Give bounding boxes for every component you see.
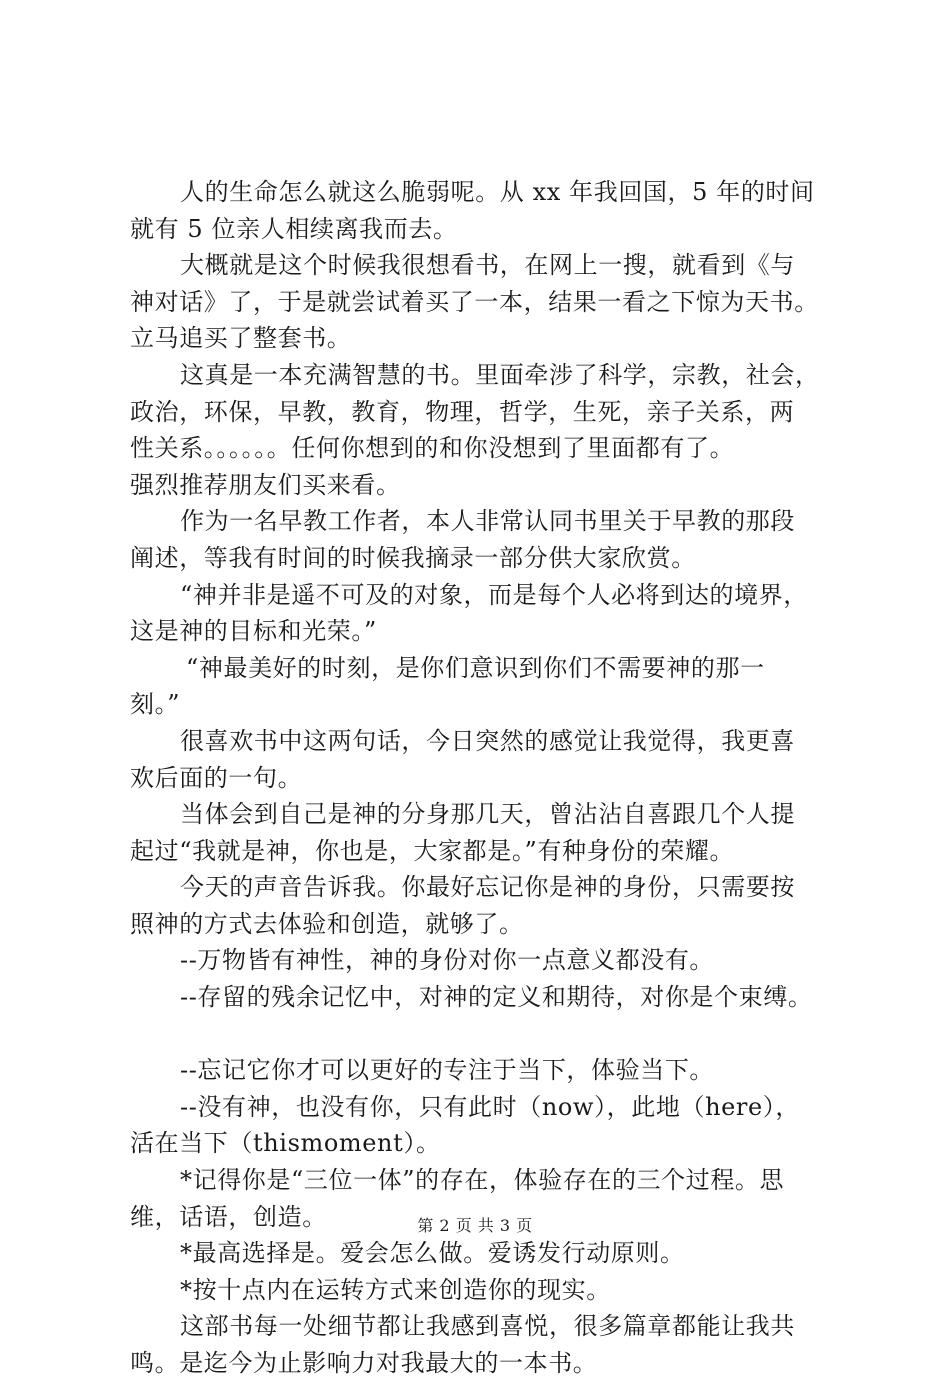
- text-line: 活在当下（thismoment）。: [130, 1129, 441, 1158]
- text-line: *最高选择是。爱会怎么做。爱诱发行动原则。: [180, 1239, 685, 1268]
- text-line: --没有神，也没有你，只有此时（now），此地（here），: [180, 1092, 801, 1121]
- text-line: 这部书每一处细节都让我感到喜悦，很多篇章都能让我共: [180, 1312, 795, 1341]
- text-line: 鸣。是迄今为止影响力对我最大的一本书。: [130, 1349, 598, 1377]
- text-line: 性关系。。。。。。任何你想到的和你没想到了里面都有了。: [130, 434, 735, 463]
- text-line: --万物皆有神性，神的身份对你一点意义都没有。: [180, 946, 715, 975]
- text-line: 阐述，等我有时间的时候我摘录一部分供大家欣赏。: [130, 543, 696, 572]
- text-line: 欢后面的一句。: [130, 763, 303, 792]
- text-line: 神对话》了，于是就尝试着买了一本，结果一看之下惊为天书。: [130, 287, 819, 316]
- quote-line: “神最美好的时刻，是你们意识到你们不需要神的那一: [186, 653, 765, 682]
- text-line: 很喜欢书中这两句话，今日突然的感觉让我觉得，我更喜: [180, 726, 795, 755]
- text-line: 今天的声音告诉我。你最好忘记你是神的身份，只需要按: [180, 873, 795, 902]
- text-line: 强烈推荐朋友们买来看。: [130, 470, 401, 499]
- text-line: *按十点内在运转方式来创造你的现实。: [180, 1275, 611, 1304]
- text-line: 大概就是这个时候我很想看书，在网上一搜，就看到《与: [180, 251, 795, 280]
- text-line: 人的生命怎么就这么脆弱呢。从 xx 年我回国，5 年的时间: [180, 178, 815, 206]
- text-line: 这真是一本充满智慧的书。里面牵涉了科学，宗教，社会，: [180, 360, 820, 389]
- text-line: --忘记它你才可以更好的专注于当下，体验当下。: [180, 1056, 715, 1085]
- body-text: [130, 174, 850, 1382]
- text-line: 照神的方式去体验和创造，就够了。: [130, 909, 524, 938]
- page-footer: 第 2 页 共 3 页: [417, 1216, 533, 1235]
- text-line: *记得你是“三位一体”的存在，体验存在的三个过程。思: [180, 1166, 785, 1195]
- text-line: 政治，环保，早教，教育，物理，哲学，生死，亲子关系，两: [130, 397, 795, 426]
- text-line: 起过“我就是神，你也是，大家都是。”有种身份的荣耀。: [130, 836, 735, 865]
- text-line: 立马追买了整套书。: [130, 324, 352, 353]
- text-line: 作为一名早教工作者，本人非常认同书里关于早教的那段: [180, 507, 795, 536]
- text-line: --存留的残余记忆中，对神的定义和期待，对你是个束缚。: [180, 983, 813, 1012]
- quote-line: 刻。”: [130, 690, 181, 719]
- text-line: 就有 5 位亲人相续离我而去。: [130, 214, 458, 243]
- quote-line: 这是神的目标和光荣。”: [130, 617, 377, 646]
- text-line: 维，话语，创造。: [130, 1202, 327, 1231]
- quote-line: “神并非是遥不可及的对象，而是每个人必将到达的境界，: [180, 580, 808, 609]
- blank-line: [130, 1016, 850, 1053]
- text-line: 当体会到自己是神的分身那几天，曾沾沾自喜跟几个人提: [180, 800, 795, 829]
